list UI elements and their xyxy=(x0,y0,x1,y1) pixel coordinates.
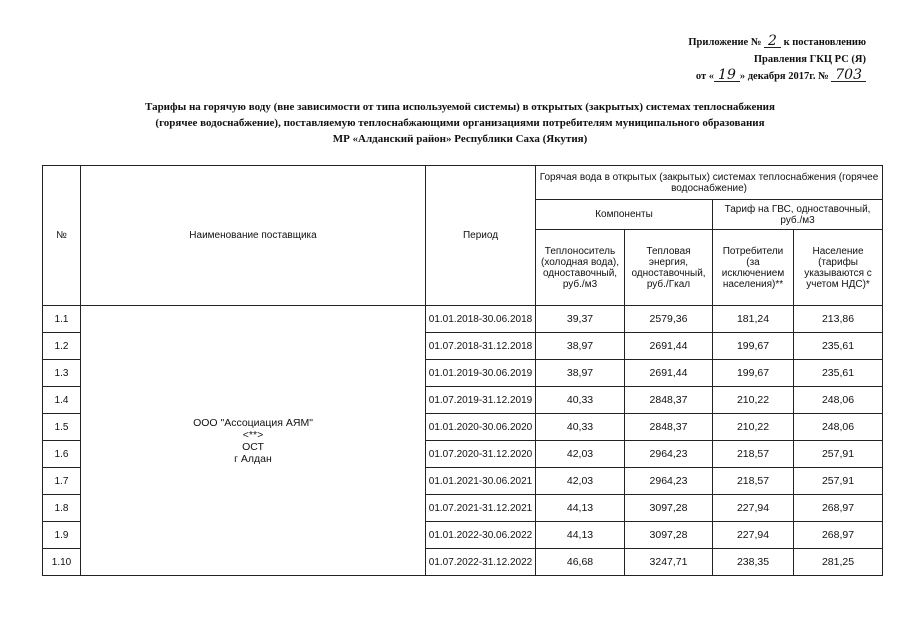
period-cell: 01.01.2020-30.06.2020 xyxy=(426,414,536,441)
title-line-1: Тарифы на горячую воду (вне зависимости от типа используемой системы) в открытых (закрытых) системах теплоснабжения xyxy=(145,101,775,113)
row-number: 1.8 xyxy=(43,495,81,522)
period-cell: 01.01.2018-30.06.2018 xyxy=(426,306,536,333)
supplier-note: <**> xyxy=(242,428,264,441)
row-number: 1.2 xyxy=(43,333,81,360)
title-line-2: (горячее водоснабжение), поставляемую теплоснабжающими организациями потребителям муниципального образования xyxy=(155,117,765,129)
resolution-date-line xyxy=(688,68,866,85)
population-cell: 248,06 xyxy=(794,414,883,441)
date-middle: » декабря 2017г. № xyxy=(739,71,829,82)
consumers-cell: 181,24 xyxy=(713,306,794,333)
consumers-cell: 227,94 xyxy=(713,495,794,522)
population-cell: 268,97 xyxy=(794,522,883,549)
header-carrier: Теплоноситель (холодная вода), одноставочный, руб./м3 xyxy=(536,230,625,306)
carrier-cell: 44,13 xyxy=(536,495,625,522)
population-cell: 281,25 xyxy=(794,549,883,576)
energy-cell: 2691,44 xyxy=(625,360,713,387)
appendix-number: 2 xyxy=(764,35,781,48)
population-cell: 257,91 xyxy=(794,468,883,495)
consumers-cell: 210,22 xyxy=(713,387,794,414)
energy-cell: 3097,28 xyxy=(625,495,713,522)
header-population: Население (тарифы указываются с учетом НДС)* xyxy=(794,230,883,306)
tariff-table xyxy=(42,165,883,576)
period-cell: 01.07.2018-31.12.2018 xyxy=(426,333,536,360)
consumers-cell: 199,67 xyxy=(713,333,794,360)
consumers-cell: 238,35 xyxy=(713,549,794,576)
period-cell: 01.01.2019-30.06.2019 xyxy=(426,360,536,387)
carrier-cell: 42,03 xyxy=(536,468,625,495)
document-title xyxy=(60,99,860,147)
energy-cell: 2848,37 xyxy=(625,387,713,414)
header-period: Период xyxy=(426,166,536,306)
carrier-cell: 46,68 xyxy=(536,549,625,576)
energy-cell: 2579,36 xyxy=(625,306,713,333)
period-cell: 01.01.2022-30.06.2022 xyxy=(426,522,536,549)
supplier-name: ООО "Ассоциация АЯМ" xyxy=(193,416,313,429)
period-cell: 01.01.2021-30.06.2021 xyxy=(426,468,536,495)
appendix-header xyxy=(688,34,866,85)
energy-cell: 2848,37 xyxy=(625,414,713,441)
date-prefix: от « xyxy=(695,71,715,82)
carrier-cell: 40,33 xyxy=(536,414,625,441)
population-cell: 257,91 xyxy=(794,441,883,468)
carrier-cell: 39,37 xyxy=(536,306,625,333)
header-tariff: Тариф на ГВС, одноставочный, руб./м3 xyxy=(713,200,883,230)
consumers-cell: 199,67 xyxy=(713,360,794,387)
energy-cell: 2964,23 xyxy=(625,441,713,468)
appendix-suffix: к постановлению xyxy=(783,37,866,48)
table-body xyxy=(43,306,883,576)
row-number: 1.7 xyxy=(43,468,81,495)
carrier-cell: 38,97 xyxy=(536,333,625,360)
carrier-cell: 42,03 xyxy=(536,441,625,468)
period-cell: 01.07.2022-31.12.2022 xyxy=(426,549,536,576)
header-no: № xyxy=(43,166,81,306)
population-cell: 248,06 xyxy=(794,387,883,414)
row-number: 1.10 xyxy=(43,549,81,576)
consumers-cell: 218,57 xyxy=(713,441,794,468)
population-cell: 268,97 xyxy=(794,495,883,522)
header-supplier: Наименование поставщика xyxy=(81,166,426,306)
population-cell: 213,86 xyxy=(794,306,883,333)
header-components: Компоненты xyxy=(536,200,713,230)
supplier-city: г Алдан xyxy=(234,452,272,465)
energy-cell: 2964,23 xyxy=(625,468,713,495)
energy-cell: 3247,71 xyxy=(625,549,713,576)
date-day: 19 xyxy=(714,69,740,82)
population-cell: 235,61 xyxy=(794,360,883,387)
header-hot-water-group: Горячая вода в открытых (закрытых) системах теплоснабжения (горячее водоснабжение) xyxy=(536,166,883,200)
row-number: 1.3 xyxy=(43,360,81,387)
header-consumers: Потребители (за исключением населения)** xyxy=(713,230,794,306)
title-line-3: МР «Алданский район» Республики Саха (Якутия) xyxy=(332,133,588,145)
period-cell: 01.07.2019-31.12.2019 xyxy=(426,387,536,414)
row-number: 1.9 xyxy=(43,522,81,549)
consumers-cell: 218,57 xyxy=(713,468,794,495)
table-row xyxy=(43,306,883,333)
authority-line: Правления ГКЦ РС (Я) xyxy=(753,54,866,65)
period-cell: 01.07.2020-31.12.2020 xyxy=(426,441,536,468)
row-number: 1.6 xyxy=(43,441,81,468)
row-number: 1.5 xyxy=(43,414,81,441)
resolution-number: 703 xyxy=(831,69,866,82)
period-cell: 01.07.2021-31.12.2021 xyxy=(426,495,536,522)
consumers-cell: 210,22 xyxy=(713,414,794,441)
appendix-line xyxy=(688,34,866,51)
supplier-type: ОСТ xyxy=(242,440,264,453)
population-cell: 235,61 xyxy=(794,333,883,360)
carrier-cell: 38,97 xyxy=(536,360,625,387)
carrier-cell: 40,33 xyxy=(536,387,625,414)
row-number: 1.4 xyxy=(43,387,81,414)
consumers-cell: 227,94 xyxy=(713,522,794,549)
supplier-cell xyxy=(81,306,426,576)
header-energy: Тепловая энергия, одноставочный, руб./Гкал xyxy=(625,230,713,306)
energy-cell: 3097,28 xyxy=(625,522,713,549)
row-number: 1.1 xyxy=(43,306,81,333)
carrier-cell: 44,13 xyxy=(536,522,625,549)
energy-cell: 2691,44 xyxy=(625,333,713,360)
appendix-prefix: Приложение № xyxy=(688,37,762,48)
